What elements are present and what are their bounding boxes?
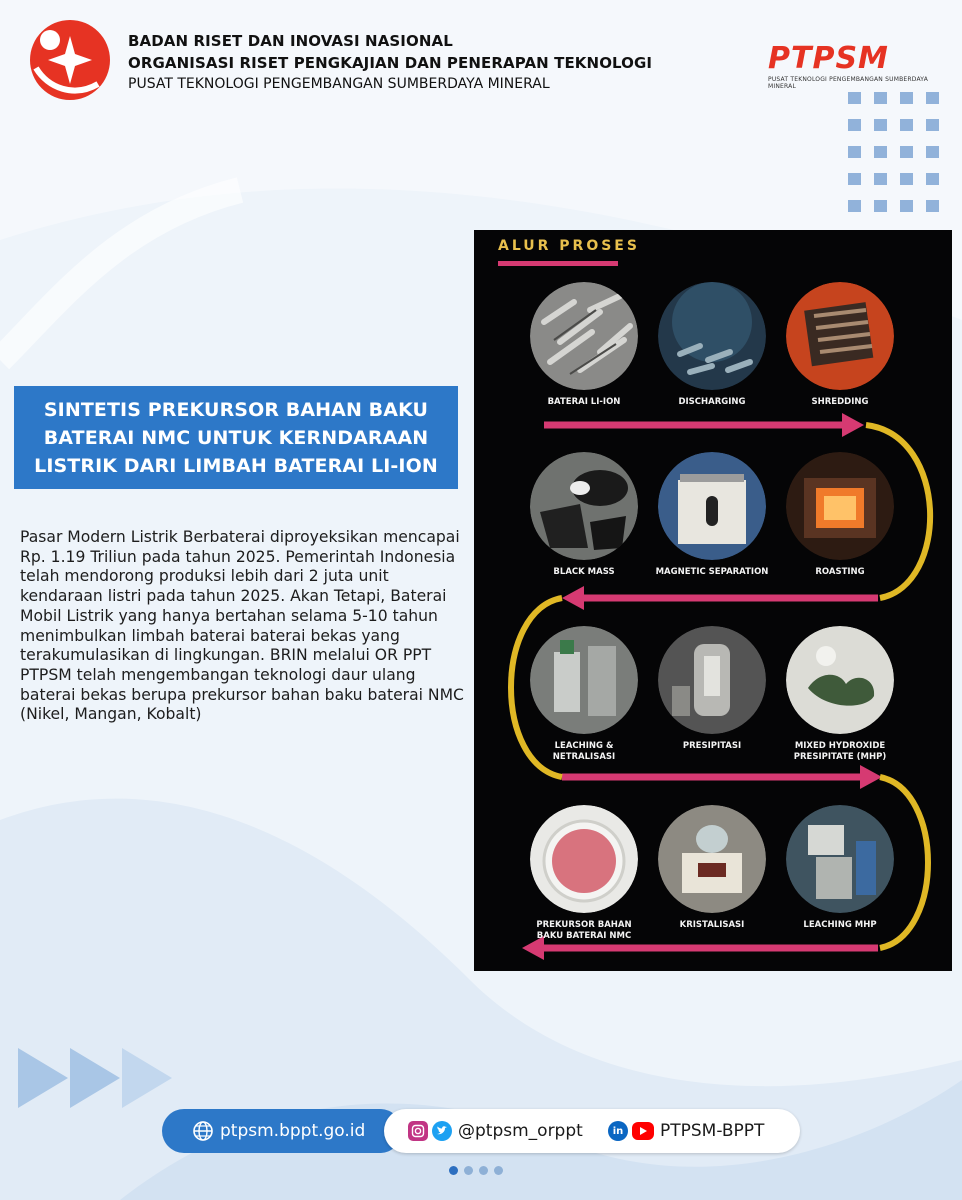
black-mass-photo-icon xyxy=(530,452,638,560)
footer-bar xyxy=(162,1109,800,1153)
step-label: PRESIPITASI xyxy=(682,741,742,751)
social-handle-link[interactable] xyxy=(408,1109,583,1153)
ptpsm-logo-subtitle: PUSAT TEKNOLOGI PENGEMBANGAN SUMBERDAYA MINERAL xyxy=(768,76,929,90)
step-label: DISCHARGING xyxy=(678,397,746,407)
pager-dot xyxy=(494,1166,503,1175)
furnace-photo-icon xyxy=(786,452,894,560)
step-label: BATERAI LI-ION xyxy=(547,397,621,407)
header-line-1: BADAN RISET DAN INOVASI NASIONAL xyxy=(128,32,453,50)
header-line-2: ORGANISASI RISET PENGKAJIAN DAN PENERAPAN TEKNOLOGI xyxy=(128,54,653,72)
step-baterai-li-ion xyxy=(524,282,644,408)
step-label: KRISTALISASI xyxy=(679,920,745,930)
title-banner xyxy=(14,386,458,489)
step-shredding xyxy=(780,282,900,408)
step-presipitasi xyxy=(652,626,772,752)
battery-cells-photo-icon xyxy=(530,282,638,390)
pager-dot xyxy=(479,1166,488,1175)
step-black-mass xyxy=(524,452,644,578)
social-handle-text: @ptpsm_orppt xyxy=(458,1121,583,1141)
step-label: SHREDDING xyxy=(811,397,869,407)
step-leaching-netralisasi xyxy=(524,626,644,763)
discharging-photo-icon xyxy=(658,282,766,390)
website-link[interactable] xyxy=(192,1109,365,1153)
header-text xyxy=(128,30,652,94)
channel-link[interactable] xyxy=(608,1109,764,1153)
step-label: MIXED HYDROXIDE PRESIPITATE (MHP) xyxy=(793,741,887,762)
ptpsm-logo-text: PTPSM xyxy=(768,41,889,76)
header-line-3: PUSAT TEKNOLOGI PENGEMBANGAN SUMBERDAYA MINERAL xyxy=(128,76,550,92)
globe-icon xyxy=(192,1120,214,1142)
mhp-photo-icon xyxy=(786,626,894,734)
step-label: BLACK MASS xyxy=(553,567,615,577)
brin-logo-icon xyxy=(28,18,112,102)
step-kristalisasi xyxy=(652,805,772,931)
magnetic-separator-photo-icon xyxy=(658,452,766,560)
crystallizer-photo-icon xyxy=(658,805,766,913)
step-prekursor-nmc xyxy=(524,805,644,942)
twitter-icon xyxy=(432,1121,452,1141)
instagram-icon xyxy=(408,1121,428,1141)
shredder-photo-icon xyxy=(786,282,894,390)
decorative-dot-grid xyxy=(848,92,940,212)
step-label: PREKURSOR BAHAN BAKU BATERAI NMC xyxy=(536,920,632,941)
youtube-icon xyxy=(632,1122,654,1140)
page-indicator xyxy=(449,1166,503,1175)
channel-text: PTPSM-BPPT xyxy=(660,1121,765,1141)
body-paragraph: Pasar Modern Listrik Berbaterai diproyeksikan mencapai Rp. 1.19 Triliun pada tahun 2025. Pemerintah Indonesia telah mendorong produksi lebih dari 2 juta unit kendaraan listri pada tahun 2025. Akan Tetapi, Baterai Mobil Listrik yang hanya bertahan selama 5-10 tahun menimbulkan limbah baterai baterai bekas yang terakumulasikan di lingkungan. BRIN melalui OR PPT PTPSM telah mengembangan teknologi daur ulang baterai bekas berupa prekursor bahan baku baterai NMC (Nikel, Mangan, Kobalt) xyxy=(20,528,464,724)
leaching-mhp-photo-icon xyxy=(786,805,894,913)
linkedin-icon: in xyxy=(608,1121,628,1141)
step-label: LEACHING MHP xyxy=(803,920,877,930)
process-title: ALUR PROSES xyxy=(498,238,640,254)
precipitation-reactor-photo-icon xyxy=(658,626,766,734)
step-mhp xyxy=(780,626,900,763)
process-panel xyxy=(474,230,952,971)
step-label: ROASTING xyxy=(815,567,865,577)
step-discharging xyxy=(652,282,772,408)
step-roasting xyxy=(780,452,900,578)
page-title: SINTETIS PREKURSOR BAHAN BAKU BATERAI NMC UNTUK KERNDARAAN LISTRIK DARI LIMBAH BATERAI LI-ION xyxy=(34,398,438,477)
nmc-powder-photo-icon xyxy=(530,805,638,913)
ptpsm-logo xyxy=(768,41,946,90)
step-label: LEACHING & NETRALISASI xyxy=(552,741,616,762)
website-text: ptpsm.bppt.go.id xyxy=(220,1121,366,1141)
decorative-arrows-icon xyxy=(18,1048,174,1108)
step-leaching-mhp xyxy=(780,805,900,931)
pager-dot xyxy=(464,1166,473,1175)
step-magnetic-separation xyxy=(652,452,772,578)
pager-dot-active xyxy=(449,1166,458,1175)
leaching-reactor-photo-icon xyxy=(530,626,638,734)
step-label: MAGNETIC SEPARATION xyxy=(655,567,769,577)
